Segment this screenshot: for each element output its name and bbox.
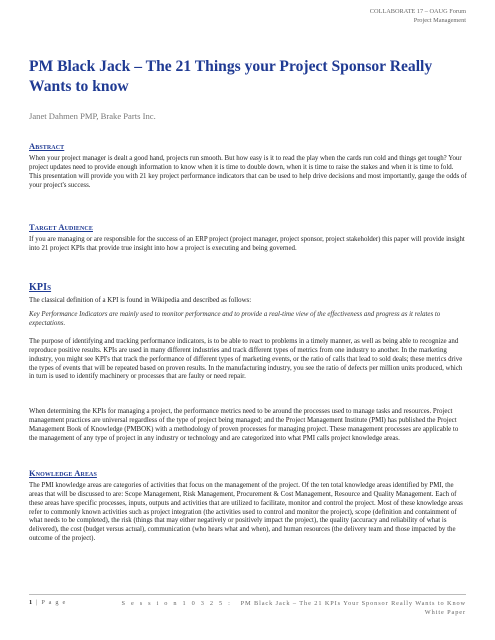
page-separator: | — [36, 599, 42, 606]
knowledge-areas-body: The PMI knowledge areas are categories of activities that focus on the management of the project. Of the ten total knowledge areas identified by PMI, the areas that will be discussed to are: Scope Management, Risk Management, Procurement & Cost Management, Resource and Quality Management. Each of these areas have specific processes, inputs, outputs and activities that are utilized to facilitate, monitor and control the project. Most of these knowledge areas refer to commonly known activities such as project integration (the activities used to control and monitor the project), scope (definition and containment of what needs to be completed), the risk (things that may either negatively or positively impact the project), the quality (accuracy and reliability of what is delivered), the cost (budget versus actual), communication (who hears what and when), and human resources (the delivery team and those impacted by the outcome of the project). — [29, 482, 463, 543]
knowledge-areas-heading: Knowledge Areas — [29, 468, 97, 478]
abstract-body: When your project manager is dealt a good hand, projects run smooth. But how easy is it to read the play when the cards run cold and things get tough? Your project updates need to provide enough information to know when it is time to double down, when it is time to raise the stakes and when it is time to fold. This presentation will provide you with 21 key project performance indicators that can be used to help drive decisions and most importantly, gauge the odds of your project's success. — [29, 155, 467, 189]
conference-name: COLLABORATE 17 – OAUG Forum — [369, 8, 466, 15]
page-number — [29, 599, 67, 606]
author-line: Janet Dahmen PMP, Brake Parts Inc. — [29, 111, 156, 121]
target-audience-heading: Target Audience — [29, 222, 93, 232]
kpis-heading: KPIs — [29, 282, 52, 293]
footer-divider — [29, 594, 466, 595]
footer-doc-title: PM Black Jack – The 21 KPIs Your Sponsor Really Wants to Know — [240, 600, 466, 607]
session-id: S e s s i o n 1 0 3 2 5 : — [121, 600, 233, 607]
conference-header — [370, 8, 466, 25]
footer-doc-type: White Paper — [424, 609, 466, 617]
kpis-body-purpose: The purpose of identifying and tracking performance indicators, is to be able to react to problems in a timely manner, as well as being able to recognize and reproduce positive results. KPIs are used in many different industries and track different types of metrics from one industry to another. In the marketing industry, you might see KPI's that track the performance of different types of marketing events, or the ratio of calls that lead to sold deals; these metrics drive the types of events that will be repeated based on proven results. In the manufacturing industry, you see the ratio of defects per million units produced, which in turn is used to identify machinery or processes that are faulty or need repair. — [29, 338, 463, 381]
kpis-intro: The classical definition of a KPI is found in Wikipedia and described as follows: — [29, 297, 252, 304]
conference-track: Project Management — [413, 16, 466, 24]
footer-doc-info — [121, 599, 466, 618]
abstract-heading: Abstract — [29, 141, 65, 151]
target-audience-body: If you are managing or are responsible for the success of an ERP project (project manager, project sponsor, project stakeholder) this paper will provide insight into 21 project KPIs that provide true insight into how a project is executing and being governed. — [29, 236, 465, 252]
page-number-value: 1 — [29, 599, 34, 606]
kpi-definition-quote: Key Performance Indicators are mainly used to monitor performance and to provide a real-time view of the effectiveness and progress as it relates to expectations. — [29, 311, 441, 327]
page-label: P a g e — [41, 599, 67, 606]
kpis-body-project: When determining the KPIs for managing a project, the performance metrics need to be around the processes used to manage tasks and resources. Project management practices are universal regardless of the type of project being managed; and the Project Management Institute (PMI) has published the Project Management Book of Knowledge (PMBOK) with a methodology of proven processes for managing project. These management processes are applicable to the management of any type of project in any industry or technology and are categorized into what PMI calls project knowledge areas. — [29, 408, 459, 442]
paper-title: PM Black Jack – The 21 Things your Project Sponsor Really Wants to know — [29, 58, 433, 95]
